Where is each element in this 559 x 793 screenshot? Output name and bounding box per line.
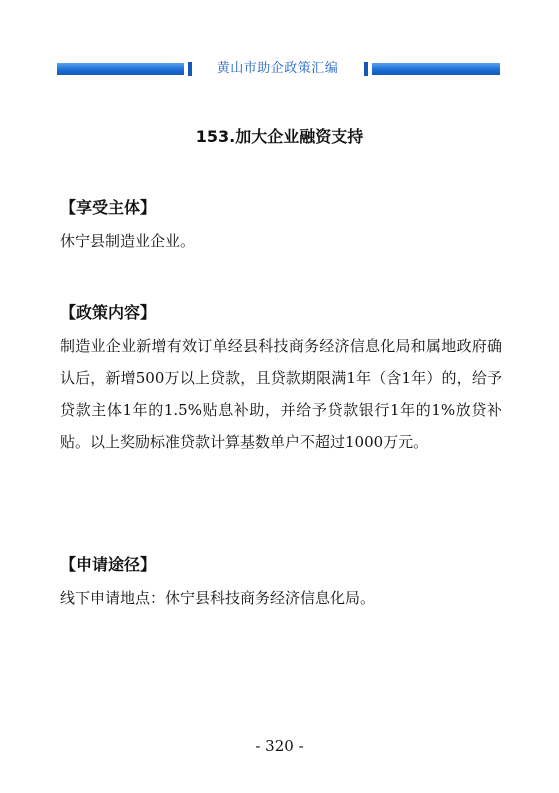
page-number: - 320 - [255, 737, 304, 755]
section-heading: 【享受主体】 [60, 198, 157, 217]
article-title: 153.加大企业融资支持 [195, 127, 364, 146]
header-tick-right [364, 62, 368, 76]
section-body: 制造业企业新增有效订单经县科技商务经济信息化局和属地政府确认后，新增500万以上贷款，且贷款期限满1年（含1年）的，给予贷款主体1年的1.5%贴息补助，并给予贷款银行1年的1%放贷补贴。以上奖励标准贷款计算基数单户不超过1000万元。 [60, 337, 502, 451]
header-bar-right [372, 63, 500, 75]
section-heading: 【申请途径】 [60, 555, 157, 574]
section-policy-content [60, 302, 502, 458]
header-bar-left [57, 63, 184, 75]
section-heading: 【政策内容】 [60, 303, 157, 322]
section-body: 休宁县制造业企业。 [60, 232, 196, 250]
header-title: 黄山市助企政策汇编 [216, 61, 339, 76]
header-banner [57, 60, 500, 78]
section-eligible-entities [60, 197, 502, 257]
section-body: 线下申请地点：休宁县科技商务经济信息化局。 [60, 589, 376, 607]
header-tick-left [188, 62, 192, 76]
section-application-path [60, 554, 502, 614]
